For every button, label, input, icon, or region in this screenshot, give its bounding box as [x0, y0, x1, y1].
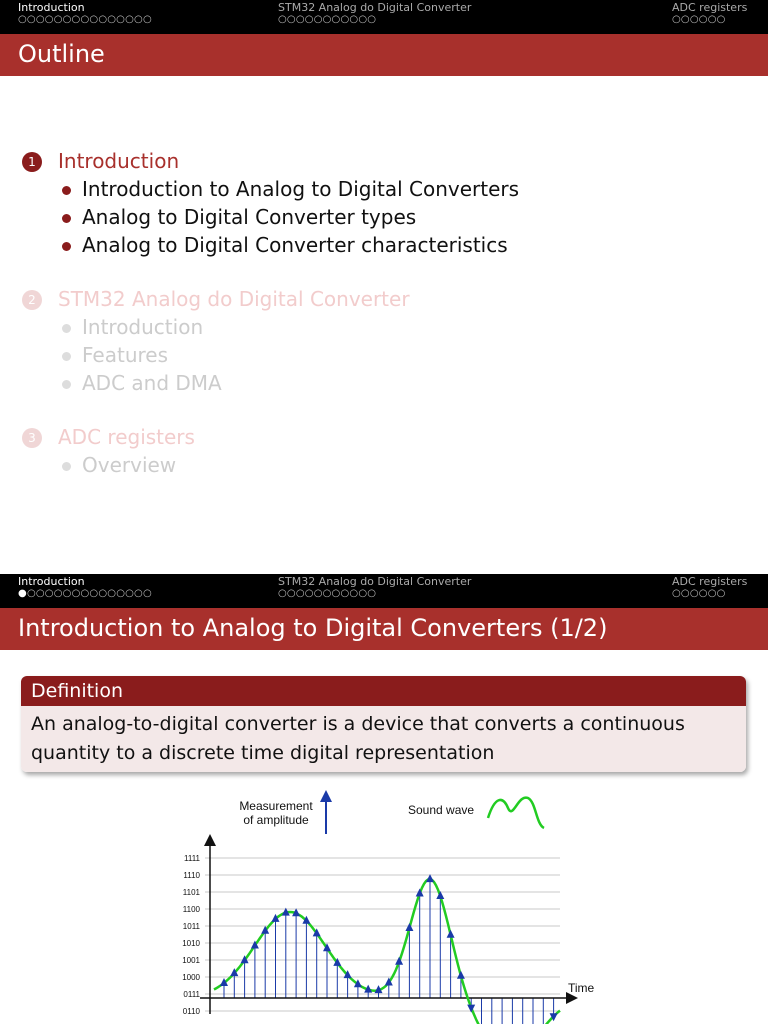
title-bar — [0, 608, 768, 650]
nav-section-label: ADC registers — [672, 1, 748, 14]
sample-marker — [447, 930, 455, 938]
toc-subsection[interactable] — [22, 342, 742, 370]
bullet-icon — [62, 242, 71, 251]
slide-title: Outline — [18, 40, 105, 68]
sample-marker — [395, 957, 403, 965]
toc-subsection[interactable] — [22, 204, 742, 232]
subsection-label: Introduction to Analog to Digital Converters — [82, 177, 520, 201]
title-bar — [0, 34, 768, 76]
subsection-label: Overview — [82, 453, 177, 477]
definition-text: An analog-to-digital converter is a device that converts a continuous quantity to a discrete time digital representation — [31, 713, 685, 764]
section-number-badge: 2 — [22, 290, 42, 310]
nav-slide-dots[interactable]: ○○○○○○○○○○○○○○○ — [18, 14, 152, 25]
sample-markers — [220, 874, 558, 1024]
slide-adc-intro — [0, 574, 768, 1024]
adc-sampling-figure — [0, 784, 768, 1024]
binary-level-labels — [182, 854, 200, 1016]
bullet-icon — [62, 380, 71, 389]
bullet-icon — [62, 462, 71, 471]
level-label: 1111 — [183, 854, 200, 863]
nav-section-label: STM32 Analog do Digital Converter — [278, 1, 472, 14]
nav-slide-dots[interactable]: ●○○○○○○○○○○○○○○ — [18, 588, 152, 599]
nav-bar — [0, 574, 768, 608]
slide-title: Introduction to Analog to Digital Converters (1/2) — [18, 614, 608, 642]
time-axis-label: Time — [568, 981, 595, 995]
section-title[interactable]: Introduction — [58, 149, 180, 173]
section-number-badge: 1 — [22, 152, 42, 172]
level-label: 1001 — [182, 956, 200, 965]
level-label: 1010 — [182, 939, 200, 948]
nav-section-stm32[interactable] — [278, 575, 471, 599]
toc-subsection[interactable] — [22, 232, 742, 260]
subsection-label: ADC and DMA — [82, 371, 222, 395]
nav-section-introduction[interactable] — [18, 575, 152, 599]
nav-bar — [0, 0, 768, 34]
adc-sampling-diagram — [0, 784, 768, 1024]
subsection-label: Analog to Digital Converter types — [82, 205, 417, 229]
bullet-icon — [62, 186, 71, 195]
toc-section-2[interactable] — [22, 286, 742, 398]
sample-lines — [224, 879, 554, 1024]
definition-heading — [21, 676, 746, 706]
bullet-icon — [62, 214, 71, 223]
definition-body — [21, 706, 746, 772]
bullet-icon — [62, 352, 71, 361]
level-label: 0110 — [182, 1007, 200, 1016]
nav-section-label: Introduction — [18, 1, 85, 14]
level-label: 1011 — [182, 922, 200, 931]
nav-slide-dots[interactable]: ○○○○○○ — [672, 588, 726, 599]
nav-section-stm32[interactable] — [278, 1, 471, 25]
sound-wave-icon — [488, 798, 544, 828]
nav-slide-dots[interactable]: ○○○○○○○○○○○ — [278, 14, 377, 25]
sound-wave-curve — [214, 879, 560, 1024]
level-label: 1000 — [182, 973, 200, 982]
toc-subsection[interactable] — [22, 452, 742, 480]
sound-wave-label: Sound wave — [408, 803, 475, 817]
nav-slide-dots[interactable]: ○○○○○○ — [672, 14, 726, 25]
toc-subsection[interactable] — [22, 176, 742, 204]
measurement-label-line1: Measurement — [239, 799, 313, 813]
nav-section-introduction[interactable] — [18, 1, 152, 25]
bullet-icon — [62, 324, 71, 333]
definition-heading-text: Definition — [31, 680, 124, 702]
definition-block — [21, 676, 746, 772]
toc-section-3[interactable] — [22, 424, 742, 480]
nav-section-label: ADC registers — [672, 575, 748, 588]
toc-section-1[interactable] — [22, 148, 742, 260]
outline-toc — [22, 148, 742, 506]
section-title[interactable]: STM32 Analog do Digital Converter — [58, 287, 410, 311]
toc-subsection[interactable] — [22, 314, 742, 342]
nav-section-adc-registers[interactable] — [672, 575, 747, 599]
measurement-arrow-head-icon — [320, 790, 332, 802]
level-label: 1110 — [183, 871, 200, 880]
nav-section-label: Introduction — [18, 575, 85, 588]
nav-slide-dots[interactable]: ○○○○○○○○○○○ — [278, 588, 377, 599]
sample-marker — [405, 923, 413, 931]
toc-subsection[interactable] — [22, 370, 742, 398]
subsection-label: Features — [82, 343, 168, 367]
sample-marker — [457, 971, 465, 979]
nav-section-adc-registers[interactable] — [672, 1, 747, 25]
section-number-badge: 3 — [22, 428, 42, 448]
level-label: 1101 — [182, 888, 200, 897]
measurement-label-line2: of amplitude — [243, 813, 309, 827]
subsection-label: Analog to Digital Converter characteristics — [82, 233, 508, 257]
level-label: 1100 — [182, 905, 200, 914]
level-label: 0111 — [183, 990, 200, 999]
subsection-label: Introduction — [82, 315, 204, 339]
section-title[interactable]: ADC registers — [58, 425, 195, 449]
nav-section-label: STM32 Analog do Digital Converter — [278, 575, 472, 588]
